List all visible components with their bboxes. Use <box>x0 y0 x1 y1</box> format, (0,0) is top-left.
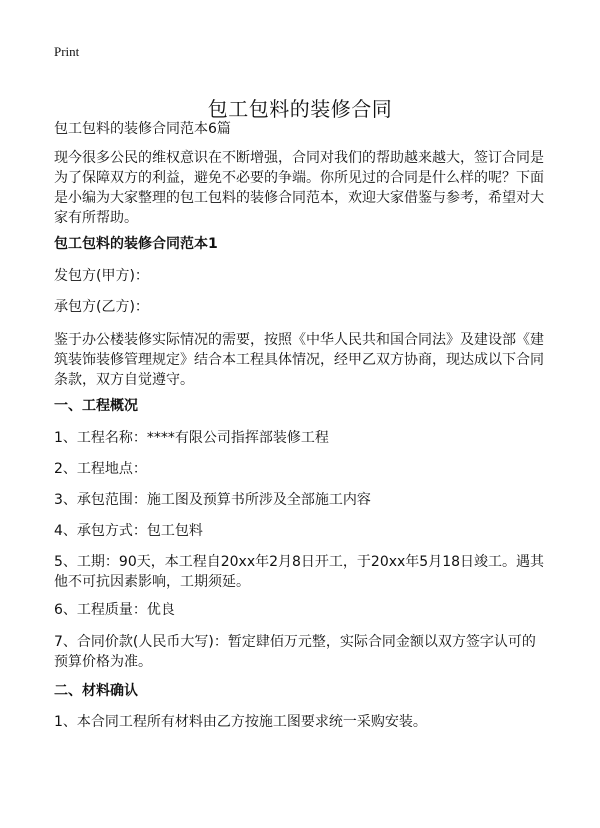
list-item: 4、承包方式：包工包料 <box>54 523 203 539</box>
print-link[interactable]: Print <box>54 44 80 59</box>
page-title: 包工包料的装修合同 <box>207 97 393 122</box>
doc-subtitle: 包工包料的装修合同范本6篇 <box>54 121 231 137</box>
heading-project-overview: 一、工程概况 <box>54 398 138 414</box>
list-item: 6、工程质量：优良 <box>54 602 175 618</box>
list-item: 7、合同价款(人民币大写)：暂定肆佰万元整，实际合同金额以双方签字认可的预算价格为准。 <box>54 634 536 670</box>
heading-material-confirmation: 二、材料确认 <box>54 683 138 699</box>
party-b-label: 承包方(乙方)： <box>54 299 149 315</box>
party-a-label: 发包方(甲方)： <box>54 268 149 284</box>
list-item: 2、工程地点： <box>54 461 147 477</box>
list-item: 3、承包范围：施工图及预算书所涉及全部施工内容 <box>54 492 371 508</box>
list-item: 5、工期：90天，本工程自20xx年2月8日开工，于20xx年5月18日竣工。遇其他不可抗因素影响，工期须延。 <box>54 554 545 590</box>
preamble-paragraph: 鉴于办公楼装修实际情况的需要，按照《中华人民共和国合同法》及建设部《建筑装饰装修管理规定》结合本工程具体情况，经甲乙双方协商，现达成以下合同条款，双方自觉遵守。 <box>54 332 544 388</box>
list-item: 1、工程名称：****有限公司指挥部装修工程 <box>54 430 329 446</box>
intro-paragraph: 现今很多公民的维权意识在不断增强，合同对我们的帮助越来越大，签订合同是为了保障双方的利益，避免不必要的争端。你所见过的合同是什么样的呢？下面是小编为大家整理的包工包料的装修合同范本，欢迎大家借鉴与参考，希望对大家有所帮助。 <box>54 150 544 226</box>
section-title: 包工包料的装修合同范本1 <box>54 236 218 252</box>
list-item: 1、本合同工程所有材料由乙方按施工图要求统一采购安装。 <box>54 714 427 730</box>
